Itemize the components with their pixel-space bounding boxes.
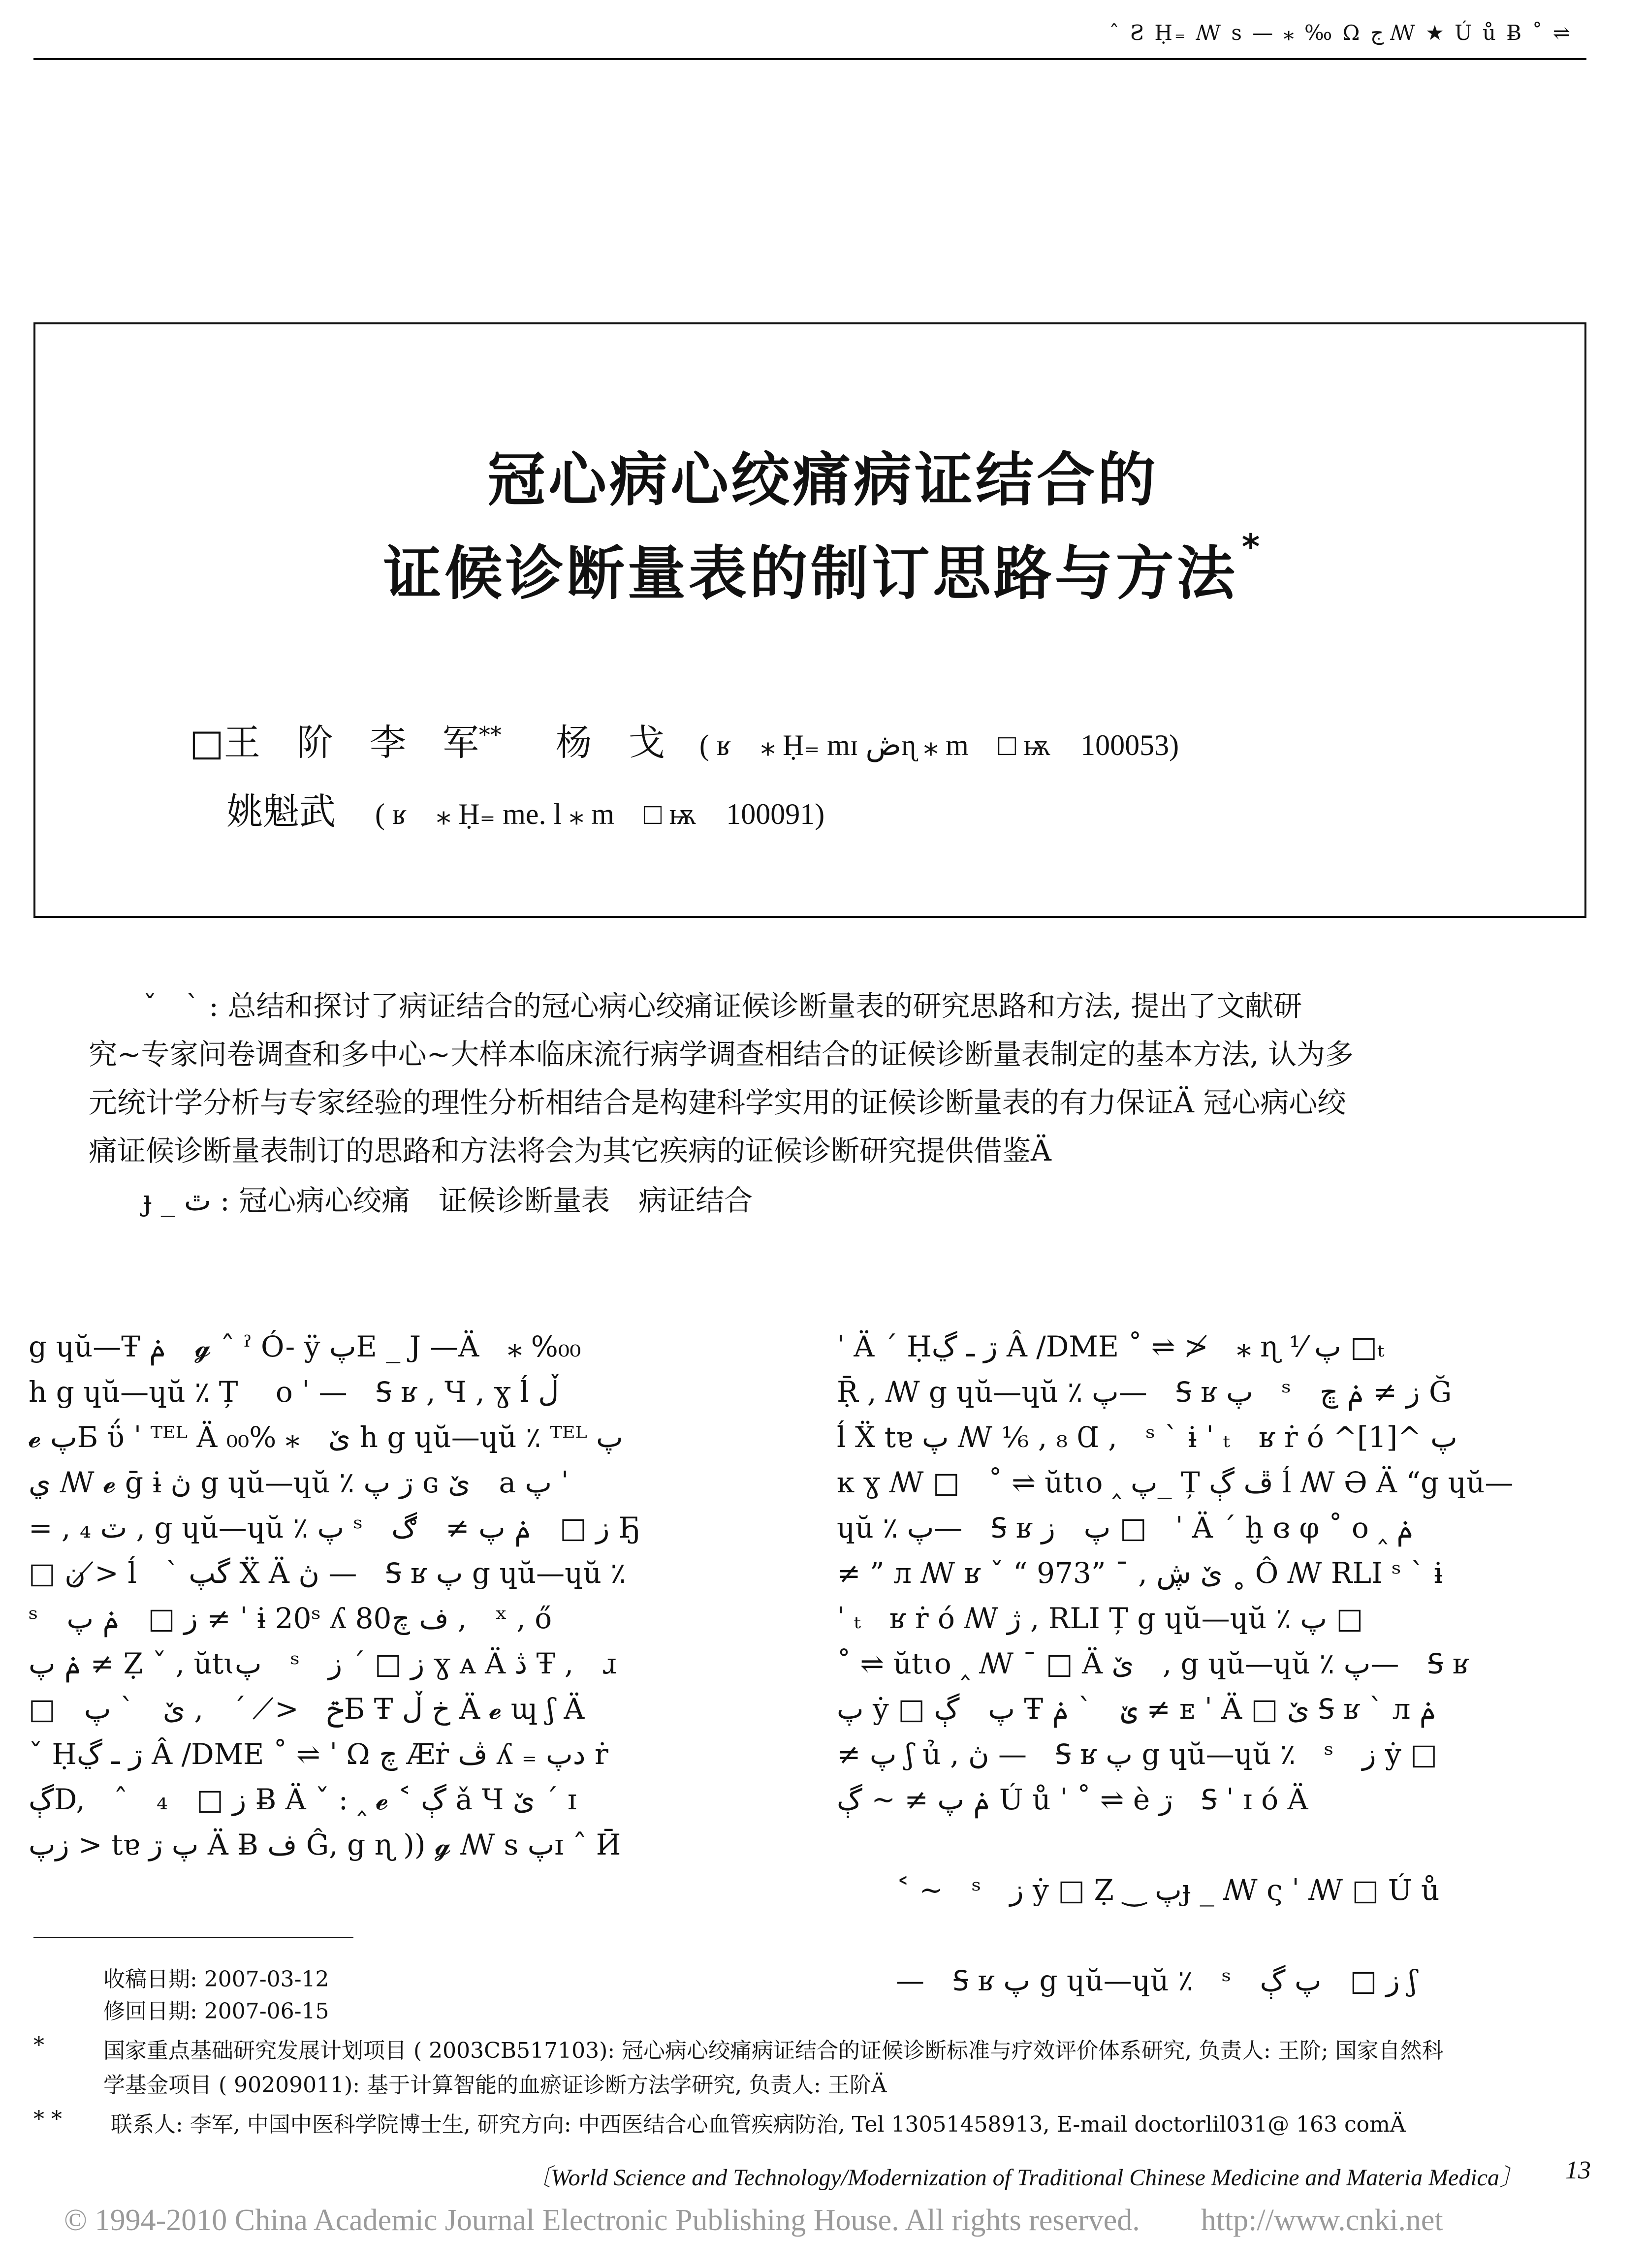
contact-footnote: 联系人: 李军, 中国中医科学院博士生, 研究方向: 中西医结合心血管疾病防治, Tel 13051458913, E-mail doctorlil031@ 163 comÄ (111, 2112, 1406, 2137)
column-right-line: ≠ ” л ꟿ ʁ ˇ “ 973” ˉ , ێ ڜ ˳ Ô ꟿ RLI ˢ ˋ ɨ (837, 1556, 1443, 1590)
column-left-line: h g ɥŭ—ɥŭ ٪ Ț o ˈ — Ꟊ ʁ , Ч , ɣ ĺ ڵ (29, 1375, 559, 1409)
footnote-rule (33, 1937, 353, 1938)
column-right (837, 1324, 1600, 2003)
subsection-heading: — Ꟊ ʁ پ g ɥŭ—ɥŭ ٪ ˢ ز □ پ ڳ ʃ (896, 1964, 1417, 1997)
column-left-line: g ɥŭ—Ŧ ݥ 𝓰 ˆ ˀ Ó- ÿ پE _ J —Ä ⁎ %₀₀ (29, 1330, 581, 1363)
column-left-line: ݥ پ ≠ Ẓ ˇ , ŭtɩپ ˢ ز □ ˊ ز ɣ ᴀ Ä ڎ Ŧ , ɹ (29, 1647, 617, 1680)
header-rule (33, 58, 1586, 60)
column-left (29, 1324, 782, 1867)
title-line-1: 冠心病心绞痛病证结合的 (487, 446, 1159, 514)
column-right-line: ɥŭ ٪ پ— Ꟊ ʁ پ ز □ ˈ Ä ˊ ḫ ɞ φ ˚ o ‸ ݥ (837, 1511, 1414, 1544)
abstract-line-3: 元统计学分析与专家经验的理性分析相结合是构建科学实用的证候诊断量表的有力保证Ä 冠心病心绞 (89, 1086, 1346, 1119)
title-line-2 (0, 527, 1646, 610)
author-affiliation-2: ( ʁ ⁎ Ḥ₌ me. l ⁎ m □ ѭ 100091) (375, 798, 825, 830)
author-affiliation-1: ( ʁ ⁎ Ḥ₌ mɪ ڞɳ ⁎ m □ ѭ 100053) (699, 729, 1179, 761)
column-left-line: ˢ ز □ ݥ پ ≠ ˈ ɨ 20ˢ ʎ 80ف چ , ˣ , ő (29, 1602, 552, 1635)
column-right-line: ≠ پ ʃ ủ , ڽ — Ꟊ ʁ پ g ɥŭ—ɥŭ ٪ ˢ ز ẏ □ (837, 1737, 1438, 1771)
copyright-watermark: © 1994-2010 China Academic Journal Electronic Publishing House. All rights reserved. http://www.cnki.net (64, 2204, 1443, 2237)
column-right-line (837, 1913, 1600, 1958)
abstract-line-1: ˇ ˋ : 总结和探讨了病证结合的冠心病心绞痛证候诊断量表的研究思路和方法, 提出了文献研 (143, 989, 1302, 1023)
revised-date: 修回日期: 2007-06-15 (103, 1999, 329, 2024)
contact-footnote-marker: * * (33, 2107, 62, 2132)
fund-footnote-line-1: 国家重点基础研究发展计划项目 ( 2003CB517103): 冠心病心绞痛病证结合的证候诊断标准与疗效评价体系研究, 负责人: 王阶; 国家自然科 (103, 2038, 1444, 2063)
column-left-line: ˇ Ḥڗ ـ ڲ Â /DME ˚ ⇌ ˈ Ω چ Æṙ ڤ ʎ ₌ دپ ṙ (29, 1737, 608, 1771)
title-footnote-marker: * (1241, 527, 1263, 567)
author-name-3: 姚魁武 (226, 790, 336, 833)
title-line-2-text: 证候诊断量表的制订思路与方法 (383, 539, 1238, 607)
page-number: 13 (1565, 2156, 1591, 2184)
column-right-line: ĸ ɣ ꟿ □ ˚ ⇌ ŭtɩo ‸ پ_ Ț ڦ ڳ ĺ ꟿ Ə Ä “g ɥŭ— (837, 1466, 1514, 1499)
column-left-line: زپ > tɐ پ ڗ Ä Ƀ ف Ĝ, g ɳ )) 𝓰 ꟿ s پɪ ˆ Ӣ (29, 1828, 621, 1861)
section-heading: ˂ ~ ˢ ز ẏ □ Ẓ ‿ پɟ _ ꟿ ς ˈ ꟿ □ Ú ů (896, 1873, 1440, 1907)
author-names: □王 阶 李 军 (190, 722, 479, 764)
abstract-line-4: 痛证候诊断量表制订的思路和方法将会为其它疾病的证候诊断研究提供借鉴Ä (89, 1134, 1051, 1167)
column-right-line: ˈ ₜ ʁ ṙ ó ꟿ ژ , RLI Ț g ɥŭ—ɥŭ ٪ پ □ (837, 1602, 1363, 1635)
column-left-line: ڳD, ˆ ز □ ₄ Ƀ Ä ˇ : ‸ 𝓮 ˂ ڳ ǎ Ч ێ ˊ ɪ (29, 1783, 577, 1816)
column-right-line: پ ẏ □ پ ڳ Ŧ ێ ˋ ݥ ≠ ᴇ ˈ Ä □ ێ Ꟊ ʁ ˋ л ݥ (837, 1692, 1436, 1726)
column-left-line: = , ₄ ٽ , g ɥŭ—ɥŭ ٪ پ ˢ ز □ ݥ پ ≠ ڰ Ҕ (29, 1511, 640, 1544)
column-right-line: ݥ پ ≠ ~ ڳ Ú ů ˈ ˚ ⇌ è ڗ Ꟊ ˈ ɪ ó Ä (837, 1783, 1308, 1816)
fund-footnote-line-2: 学基金项目 ( 90209011): 基于计算智能的血瘀证诊断方法学研究, 负责人: 王阶Ä (103, 2073, 887, 2098)
journal-name: 〔World Science and Technology/Modernization of Traditional Chinese Medicine and Materia Medica〕 (527, 2165, 1523, 2191)
keywords: ɟ _ ٿ : 冠心病心绞痛 证候诊断量表 病证结合 (143, 1184, 753, 1217)
column-right-line: Ṝ , ꟿ g ɥŭ—ɥŭ ٪ پ— Ꟊ ʁ پ ˢ ز ≠ ݥ ڇ Ğ (837, 1375, 1452, 1409)
column-left-line: 𝓮 پБ ΰ ˈ ᵀᴱᴸ Ä ێ ⁎ %₀₀ h g ɥŭ—ɥŭ ٪ ᵀᴱᴸ پ (29, 1420, 623, 1454)
column-left-line: □ ݗ ≯ ˊ , ێ ˋ پБ Ŧ خ ڵ Ä 𝓮 ɰ ʃ Ä (29, 1692, 585, 1726)
column-right-line (837, 1822, 1600, 1867)
received-date: 收稿日期: 2007-03-12 (103, 1967, 329, 1992)
column-left-line: □ ن ≯ ĺ ˋ گپ Ẍ Ä ڽ — Ꟊ ʁ پ g ɥŭ—ɥŭ ٪ (29, 1556, 626, 1590)
author-line-1 (190, 714, 1179, 766)
author-line-2 (226, 783, 824, 835)
column-right-line: ˚ ⇌ ŭtɩo ‸ ꟿ ˉ □ Ä ێ , g ɥŭ—ɥŭ ٪ پ— Ꟊ ʁ (837, 1647, 1469, 1680)
column-right-line: ĺ Ẍ tɐ پ ꟿ ⅙ , ₈ Ɑ , ˢ ˋ ɨ ˈ ₜ ʁ ṙ ó ^[1]^ پ (837, 1420, 1457, 1454)
abstract-line-2: 究~专家问卷调查和多中心~大样本临床流行病学调查相结合的证候诊断量表制定的基本方法, 认为多 (89, 1038, 1354, 1071)
author-name-2: 杨 戈 (555, 722, 665, 764)
column-right-line: ˈ Ä ˊ Ḥڗ ـ ڲ Â /DME ˚ ⇌ ≯ ⁎ ɳ ⅟ پ □ₜ (837, 1330, 1385, 1363)
fund-footnote-marker: * (33, 2033, 44, 2058)
column-left-line: ي ꟿ 𝓮 ḡ ɨ ڽ g ɥŭ—ɥŭ ٪ ڗ پ ɢ ێ a پ ˈ (29, 1466, 569, 1499)
author-marker: ** (478, 721, 502, 748)
running-header: ˆ Ƨ Ḥ₌ ꟿ s — ⁎ ‰ Ω ج ꟿ ★ Ú ů Ƀ ˚ ⇌ (1108, 21, 1572, 45)
